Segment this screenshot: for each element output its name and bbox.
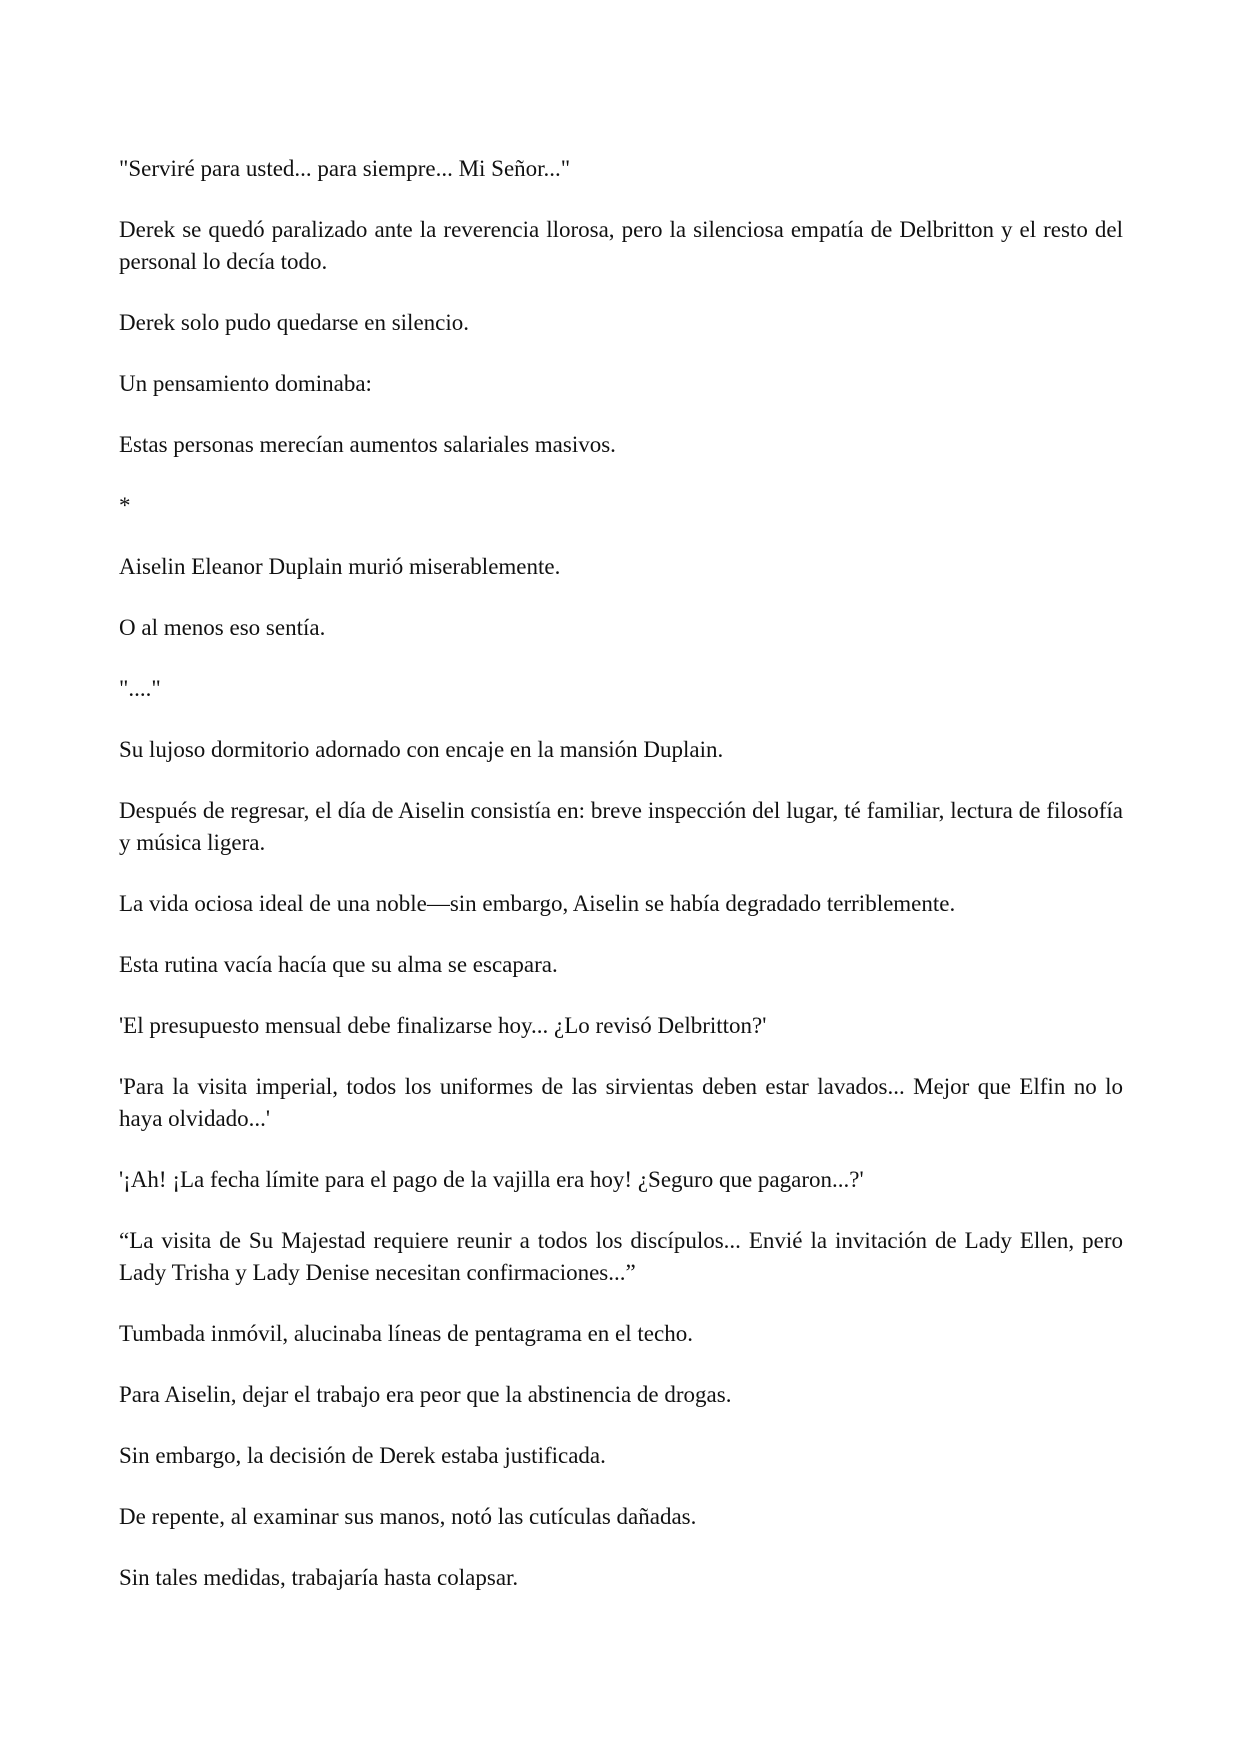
paragraph-empty-routine: Esta rutina vacía hacía que su alma se escapara. — [119, 952, 558, 977]
paragraph-bedroom: Su lujoso dormitorio adornado con encaje en la mansión Duplain. — [119, 737, 724, 762]
paragraph-daily-routine: Después de regresar, el día de Aiselin consistía en: breve inspección del lugar, té familiar, lectura de filosofía y música ligera. — [119, 798, 1123, 855]
paragraph-lying-still: Tumbada inmóvil, alucinaba líneas de pentagrama en el techo. — [119, 1321, 693, 1346]
paragraph-imperial-visit-uniforms: 'Para la visita imperial, todos los uniformes de las sirvientas deben estar lavados... Mejor que Elfin no lo haya olvidado...' — [119, 1074, 1123, 1131]
paragraph-tableware-payment: '¡Ah! ¡La fecha límite para el pago de la vajilla era hoy! ¿Seguro que pagaron...?' — [119, 1167, 864, 1192]
paragraph-derek-silence: Derek solo pudo quedarse en silencio. — [119, 310, 470, 335]
paragraph-decision-justified: Sin embargo, la decisión de Derek estaba justificada. — [119, 1443, 606, 1468]
paragraph-idle-life: La vida ociosa ideal de una noble—sin embargo, Aiselin se había degradado terriblemente. — [119, 891, 956, 916]
paragraph-one-thought: Un pensamiento dominaba: — [119, 371, 372, 396]
document-body — [119, 153, 1123, 1623]
paragraph-at-least-felt: O al menos eso sentía. — [119, 615, 326, 640]
scene-break-asterisk: * — [119, 493, 131, 518]
paragraph-salary-raises: Estas personas merecían aumentos salariales masivos. — [119, 432, 616, 457]
paragraph-derek-paralyzed: Derek se quedó paralizado ante la reverencia llorosa, pero la silenciosa empatía de Delbritton y el resto del personal lo decía todo. — [119, 217, 1123, 274]
paragraph-damaged-cuticles: De repente, al examinar sus manos, notó las cutículas dañadas. — [119, 1504, 697, 1529]
paragraph-ellipsis-dialogue: "...." — [119, 676, 161, 701]
paragraph-aiselin-died: Aiselin Eleanor Duplain murió miserablemente. — [119, 554, 561, 579]
paragraph-quitting-work: Para Aiselin, dejar el trabajo era peor que la abstinencia de drogas. — [119, 1382, 732, 1407]
paragraph-dialogue-serve: "Serviré para usted... para siempre... Mi Señor..." — [119, 156, 571, 181]
paragraph-work-until-collapse: Sin tales medidas, trabajaría hasta colapsar. — [119, 1565, 519, 1590]
paragraph-monthly-budget: 'El presupuesto mensual debe finalizarse hoy... ¿Lo revisó Delbritton?' — [119, 1013, 767, 1038]
paragraph-majesty-visit: “La visita de Su Majestad requiere reunir a todos los discípulos... Envié la invitación de Lady Ellen, pero Lady Trisha y Lady Denise necesitan confirmaciones...” — [119, 1228, 1123, 1285]
